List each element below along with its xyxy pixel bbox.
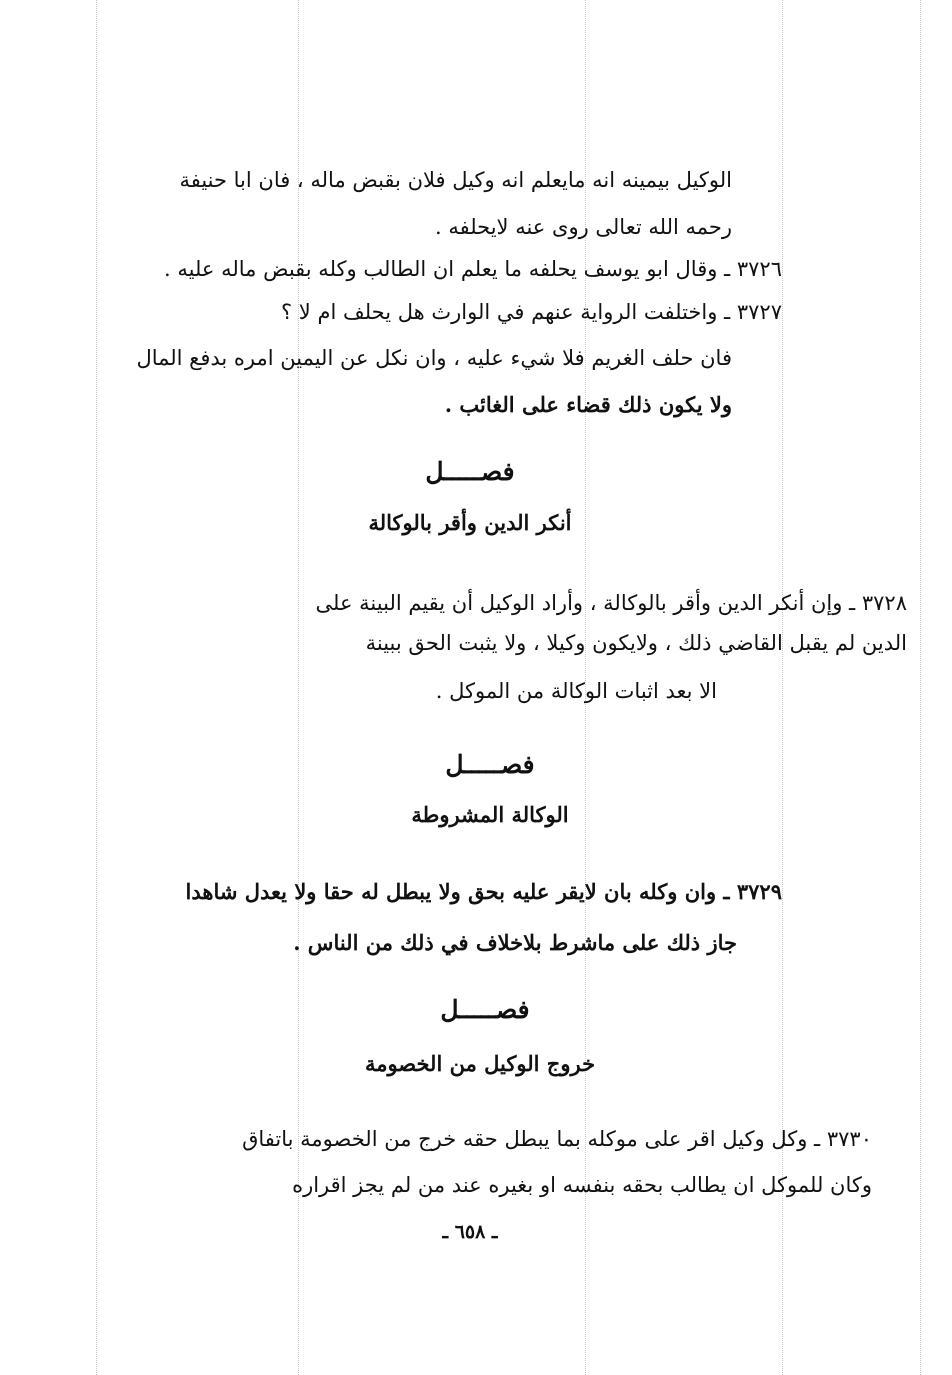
section-title: الوكالة المشروطة	[411, 802, 569, 827]
section-marker-text: فصـــــل	[425, 457, 515, 486]
section-marker	[405, 993, 565, 1027]
text-line: رحمه الله تعالى روى عنه لايحلفه .	[434, 215, 732, 239]
section-title: خروج الوكيل من الخصومة	[364, 1051, 596, 1076]
text-line: ولا يكون ذلك قضاء على الغائب .	[444, 392, 732, 417]
section-title: أنكر الدين وأقر بالوكالة	[368, 510, 572, 535]
scan-guide-line	[298, 0, 299, 1375]
scan-guide-line	[96, 0, 97, 1375]
text-line: الا بعد اثبات الوكالة من الموكل .	[435, 679, 717, 703]
text-line: جاز ذلك على ماشرط بلاخلاف في ذلك من الناس .	[293, 930, 737, 955]
section-marker-text: فصـــــل	[440, 995, 530, 1024]
text-line: ٣٧٢٧ ـ واختلفت الرواية عنهم في الوارث هل يحلف ام لا ؟	[280, 300, 782, 324]
text-line: فان حلف الغريم فلا شيء عليه ، وان نكل عن اليمين امره بدفع المال	[136, 346, 732, 370]
section-marker	[390, 455, 550, 489]
section-marker	[410, 748, 570, 782]
text-line: ٣٧٣٠ ـ وكل وكيل اقر على موكله بما يبطل حقه خرج من الخصومة باتفاق	[242, 1127, 872, 1151]
text-line: ٣٧٢٩ ـ وان وكله بان لايقر عليه بحق ولا يبطل له حقا ولا يعدل شاهدا	[185, 879, 782, 904]
text-line: الوكيل بيمينه انه مايعلم انه وكيل فلان بقبض ماله ، فان ابا حنيفة	[179, 168, 732, 192]
page-number: ـ ٦٥٨ ـ	[442, 1221, 498, 1243]
scan-guide-line	[920, 0, 921, 1375]
text-line: الدين لم يقبل القاضي ذلك ، ولايكون وكيلا ، ولا يثبت الحق ببينة	[365, 631, 907, 655]
text-line: وكان للموكل ان يطالب بحقه بنفسه او بغيره عند من لم يجز اقراره	[292, 1173, 872, 1197]
text-line: ٣٧٢٨ ـ وإن أنكر الدين وأقر بالوكالة ، وأراد الوكيل أن يقيم البينة على	[315, 591, 907, 615]
text-line: ٣٧٢٦ ـ وقال ابو يوسف يحلفه ما يعلم ان الطالب وكله بقبض ماله عليه .	[164, 257, 782, 281]
scan-guide-line	[782, 0, 783, 1375]
section-marker-text: فصـــــل	[445, 750, 535, 779]
